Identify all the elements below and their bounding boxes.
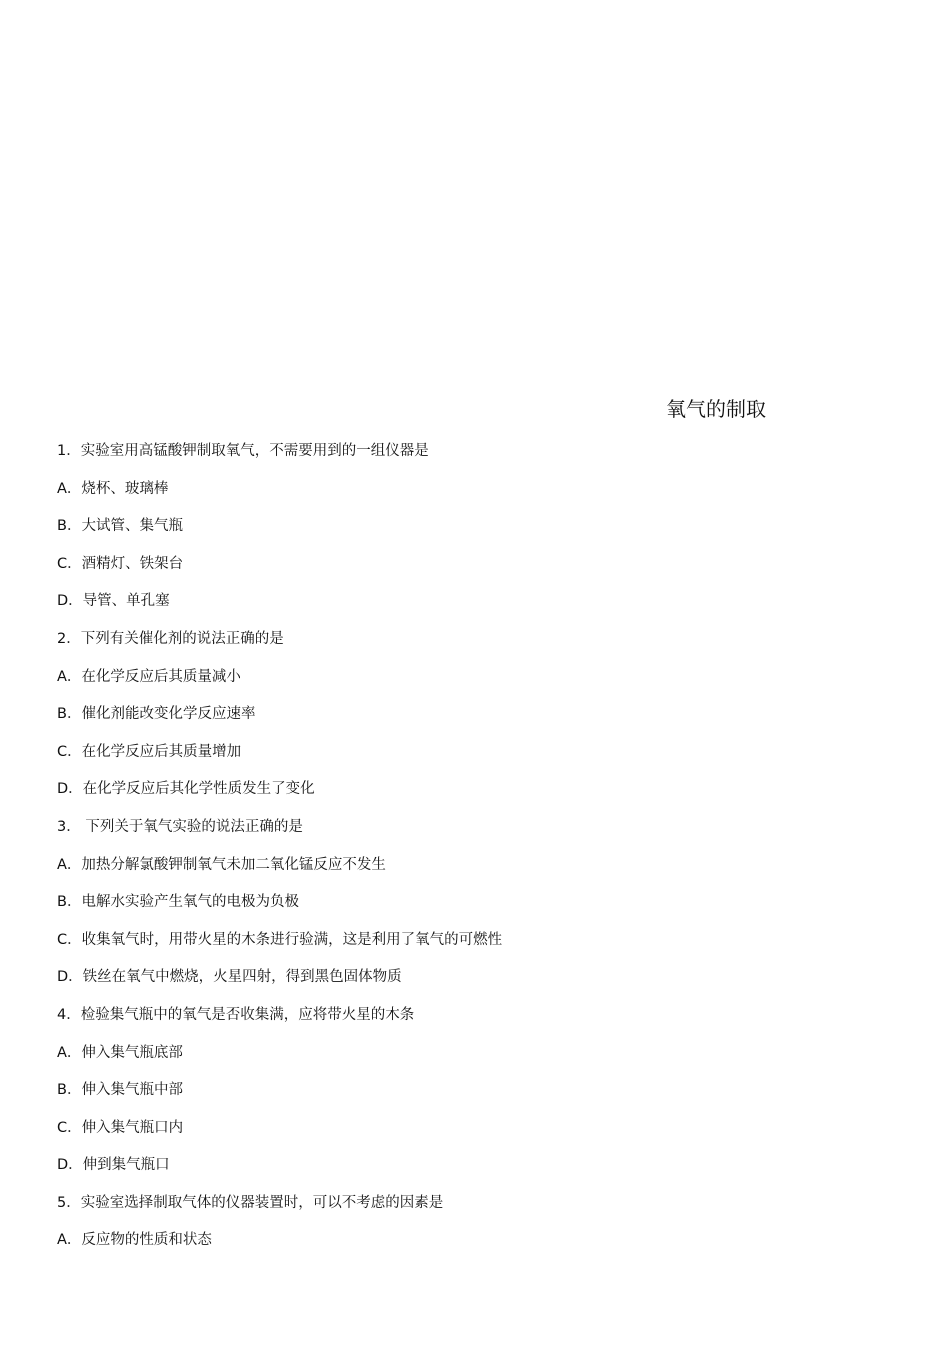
option-2c: C．在化学反应后其质量增加 [57,743,242,760]
option-3d: D．铁丝在氧气中燃烧，火星四射，得到黑色固体物质 [57,969,402,986]
question-list [57,440,917,1267]
option-3c: C．收集氧气时，用带火星的木条进行验满，这是利用了氧气的可燃性 [57,931,503,948]
option-1c: C．酒精灯、铁架台 [57,555,184,572]
option-4b: B．伸入集气瓶中部 [57,1082,183,1099]
option-4d: D．伸到集气瓶口 [57,1157,170,1174]
question-stem-4: 4．检验集气瓶中的氧气是否收集满，应将带火星的木条 [57,1006,415,1023]
question-stem-2: 2．下列有关催化剂的说法正确的是 [57,630,284,647]
option-2a: A．在化学反应后其质量减小 [57,668,241,685]
option-2b: B．催化剂能改变化学反应速率 [57,706,256,723]
option-1b: B．大试管、集气瓶 [57,518,183,535]
page-title: 氧气的制取 [666,397,766,421]
question-stem-3: 3． 下列关于氧气实验的说法正确的是 [57,818,303,835]
option-3b: B．电解水实验产生氧气的电极为负极 [57,894,299,911]
question-stem-1: 1．实验室用高锰酸钾制取氧气，不需要用到的一组仪器是 [57,443,429,459]
option-4c: C．伸入集气瓶口内 [57,1119,184,1136]
option-5a: A．反应物的性质和状态 [57,1232,212,1249]
option-3a: A．加热分解氯酸钾制氧气未加二氧化锰反应不发生 [57,856,386,873]
option-1d: D．导管、单孔塞 [57,593,170,610]
option-2d: D．在化学反应后其化学性质发生了变化 [57,781,315,798]
question-stem-5: 5．实验室选择制取气体的仪器装置时，可以不考虑的因素是 [57,1194,444,1211]
option-1a: A．烧杯、玻璃棒 [57,480,169,497]
option-4a: A．伸入集气瓶底部 [57,1044,183,1061]
